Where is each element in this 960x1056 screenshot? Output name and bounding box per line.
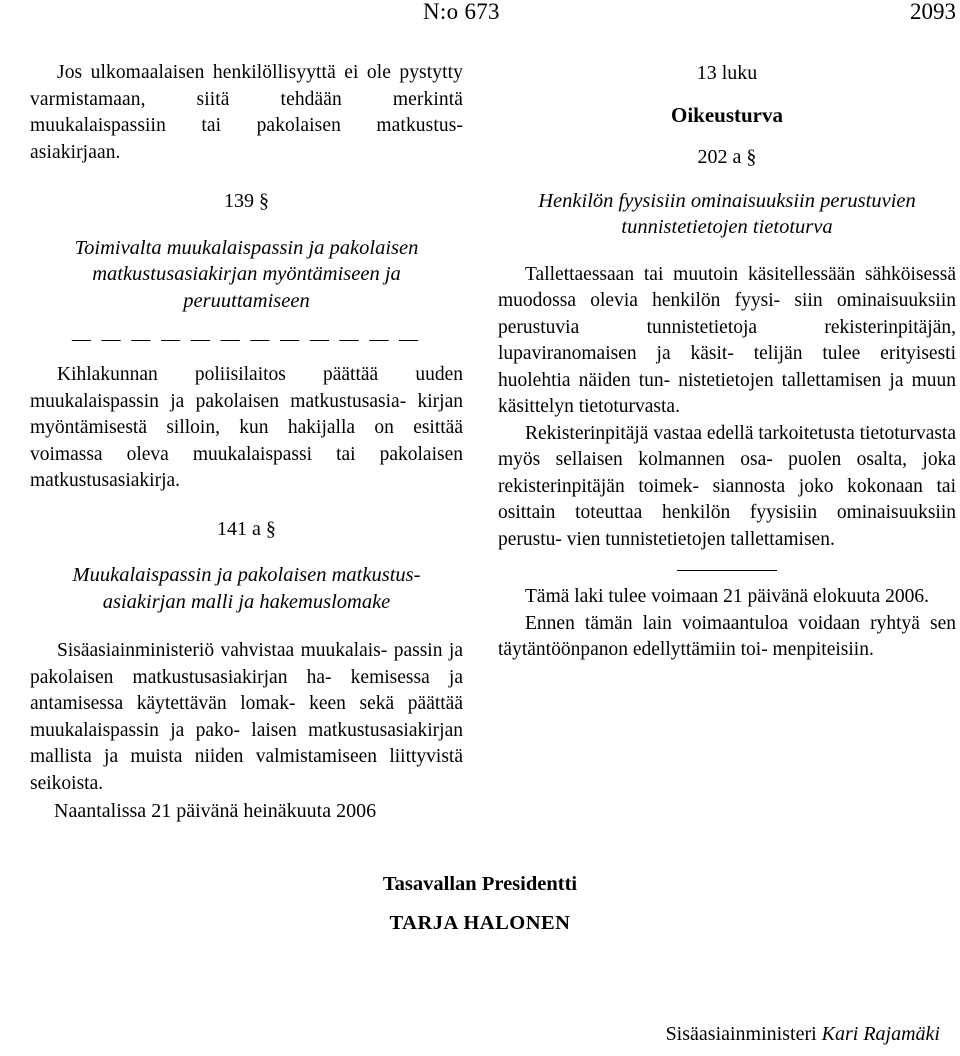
left-paragraph-1: Jos ulkomaalaisen henkilöllisyyttä ei ole pystytty varmistamaan, siitä tehdään merkintä muukalaispassiin tai pakolaisen matkustus- asiakirjaan. xyxy=(30,62,463,163)
omission-mark: — — — — — — — — — — — — xyxy=(71,330,422,350)
date-line: Naantalissa 21 päivänä heinäkuuta 2006 xyxy=(54,800,377,822)
section-139-number: 139 § xyxy=(224,190,269,212)
left-paragraph-2: Kihlakunnan poliisilaitos päättää uuden muukalaispassin ja pakolaisen matkustusasia- kirjan myöntämisestä silloin, kun hakijalla on esittää voimassa oleva muukalaispassi tai pakolaisen matkustusasiakirja. xyxy=(30,364,463,491)
page-number: 2093 xyxy=(910,0,956,24)
right-paragraph-3: Tämä laki tulee voimaan 21 päivänä elokuuta 2006. xyxy=(525,586,929,607)
president-name: TARJA HALONEN xyxy=(389,912,571,934)
president-title: Tasavallan Presidentti xyxy=(382,873,578,895)
left-paragraph-3: Sisäasiainministeriö vahvistaa muukalais- passin ja pakolaisen matkustusasiakirjan ha- kemisessa ja antamisessa käytettävän lomak- keen sekä päättää muukalaispassin ja pako- laisen matkustusasiakirjan mallista ja muista niiden valmistamiseen liittyvistä seikoista. xyxy=(30,640,463,794)
right-column xyxy=(498,60,956,664)
section-202a-title: Henkilön fyysisiin ominaisuuksiin perustuvien tunnistetietojen tietoturva xyxy=(538,189,916,238)
right-paragraph-2: Rekisterinpitäjä vastaa edellä tarkoitetusta tietoturvasta myös sellaisen kolmannen osa- puolen osalta, joka rekisterinpitäjän toimek- siannosta joko kokonaan tai osittain toteuttaa henkilön fyysisiin ominaisuuksiin perustu- vien tunnistetietojen tallettamisen. xyxy=(498,422,957,550)
section-141a-number: 141 a § xyxy=(217,517,276,540)
statute-number: N:o 673 xyxy=(423,0,500,24)
chapter-title: Oikeusturva xyxy=(670,102,783,127)
section-141a-title: Muukalaispassin ja pakolaisen matkustus- asiakirjan malli ja hakemuslomake xyxy=(72,564,421,613)
minister-signature xyxy=(666,1023,940,1046)
right-paragraph-1: Tallettaessaan tai muutoin käsitellessään sähköisessä muodossa olevia henkilön fyysi- siin ominaisuuksiin perustuvia tunnistetietoja rekisterinpitäjän, lupaviranomaisen ja käsit- telijän tulee erityisesti huolehtia näiden tun- nistetietojen tallettamisen ja muun käsittelyn tietoturvasta. xyxy=(498,263,956,417)
minister-title: Sisäasiainministeri xyxy=(665,1023,817,1045)
page-header xyxy=(0,0,960,30)
chapter-number: 13 luku xyxy=(696,62,758,84)
left-column xyxy=(30,60,463,797)
right-paragraph-4: Ennen tämän lain voimaantuloa voidaan ryhtyä sen täytäntöönpanon edellyttämiin toi- menpiteisiin. xyxy=(498,612,956,660)
section-139-title: Toimivalta muukalaispassin ja pakolaisen matkustusasiakirjan myöntämiseen ja peruuttamiseen xyxy=(74,236,419,312)
section-202a-number: 202 a § xyxy=(697,146,757,168)
minister-name: Kari Rajamäki xyxy=(821,1023,940,1045)
